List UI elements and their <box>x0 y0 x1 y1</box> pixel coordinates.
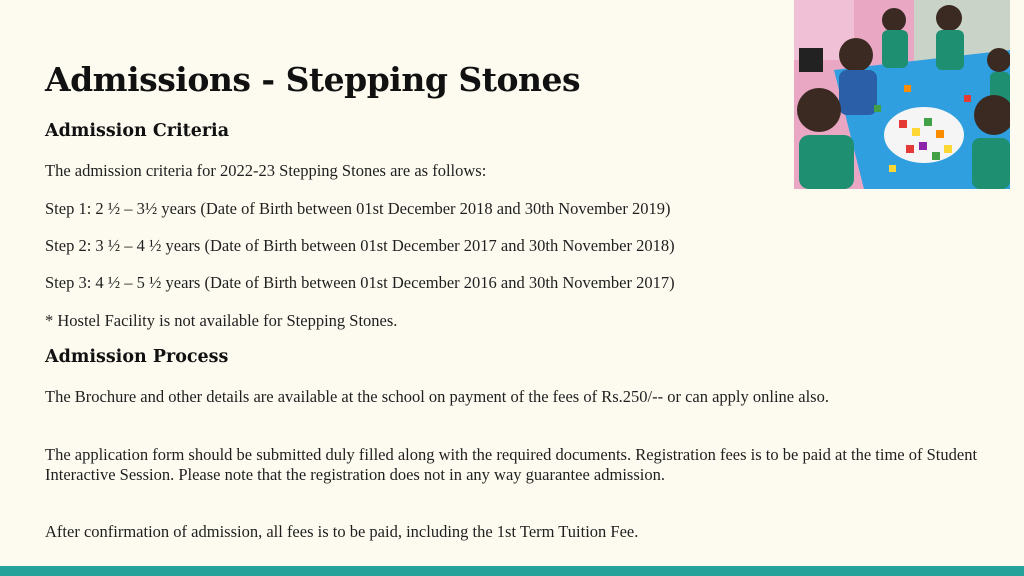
admission-process-heading: Admission Process <box>45 347 229 367</box>
criteria-intro: The admission criteria for 2022-23 Stepping Stones are as follows: <box>45 161 487 180</box>
hostel-note: * Hostel Facility is not available for Stepping Stones. <box>45 311 398 330</box>
process-paragraph-1: The Brochure and other details are available at the school on payment of the fees of Rs.250/-- or can apply online also. <box>45 387 829 406</box>
criteria-step-3: Step 3: 4 ½ – 5 ½ years (Date of Birth between 01st December 2016 and 30th November 2017) <box>45 273 675 292</box>
process-paragraph-3: After confirmation of admission, all fees is to be paid, including the 1st Term Tuition Fee. <box>45 522 639 541</box>
bottom-accent-bar <box>0 566 1024 576</box>
criteria-step-2: Step 2: 3 ½ – 4 ½ years (Date of Birth between 01st December 2017 and 30th November 2018) <box>45 236 675 255</box>
classroom-photo <box>794 0 1010 189</box>
criteria-step-1: Step 1: 2 ½ – 3½ years (Date of Birth between 01st December 2018 and 30th November 2019) <box>45 199 671 218</box>
page-title: Admissions - Stepping Stones <box>45 60 581 99</box>
admission-criteria-heading: Admission Criteria <box>45 121 230 141</box>
process-paragraph-2: The application form should be submitted duly filled along with the required documents. Registration fees is to be paid at the time of Student Interactive Session. Please note that the registration does not in any way guarantee admission. <box>45 445 978 484</box>
